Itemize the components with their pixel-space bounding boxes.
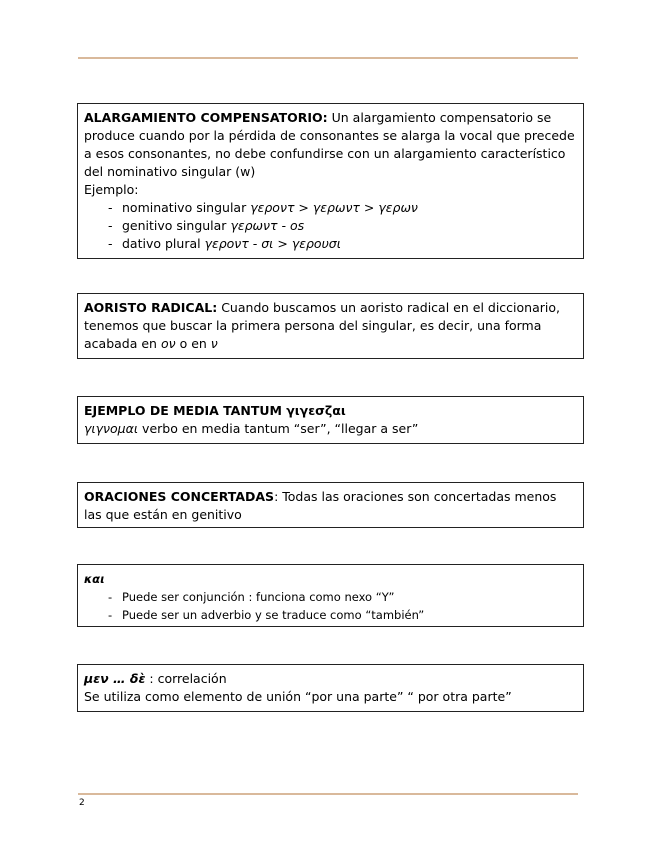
media-tantum-title-line (84, 402, 578, 420)
item-greek: γερωντ - os (230, 218, 305, 233)
footer-rule (78, 793, 578, 795)
list-item: - Puede ser un adverbio y se traduce como “también” (108, 606, 578, 624)
item-label: dativo plural (122, 236, 205, 251)
men-de-text: Se utiliza como elemento de unión “por una parte” “ por otra parte” (84, 689, 512, 704)
ejemplo-label: Ejemplo: (84, 182, 139, 197)
item-greek: γεροντ - σι > γερουσι (204, 236, 341, 251)
aoristo-paragraph (84, 299, 578, 353)
men-de-title-rest: : correlación (145, 671, 227, 686)
men-de-title-line (84, 670, 578, 688)
oraciones-title: ORACIONES CONCERTADAS (84, 489, 275, 504)
list-item (108, 217, 578, 235)
header-rule (78, 57, 578, 59)
aoristo-greek-ending-2: ν (210, 336, 218, 351)
aoristo-title: AORISTO RADICAL: (84, 300, 218, 315)
aoristo-box (77, 293, 584, 359)
list-item (108, 199, 578, 217)
kai-box (77, 564, 584, 627)
media-tantum-title: EJEMPLO DE MEDIA TANTUM (84, 403, 287, 418)
alargamiento-box (77, 103, 584, 259)
list-item (108, 235, 578, 253)
alargamiento-list (84, 199, 578, 253)
oraciones-box (77, 482, 584, 528)
media-tantum-greek: γιγνομαι (84, 421, 139, 436)
item-label: nominativo singular (122, 200, 251, 215)
aoristo-greek-ending-1: ον (160, 336, 176, 351)
alargamiento-paragraph (84, 109, 578, 181)
men-de-title: μεν … δὲ (84, 671, 146, 686)
alargamiento-title: ALARGAMIENTO COMPENSATORIO: (84, 110, 328, 125)
list-item: - Puede ser conjunción : funciona como nexo “Y” (108, 588, 578, 606)
media-tantum-title-greek: γιγεσζαι (286, 403, 346, 418)
item-greek: γεροντ > γερωντ > γερων (250, 200, 418, 215)
oraciones-paragraph (84, 488, 578, 524)
men-de-box (77, 664, 584, 712)
oraciones-text: : Todas las oraciones son concertadas menos las que están en genitivo (84, 489, 557, 522)
alargamiento-text: Un alargamiento compensatorio se produce cuando por la pérdida de consonantes se alarga la vocal que precede a esos consonantes, no debe confundirse con un alargamiento característico del nominativo singular (w) (84, 110, 575, 179)
media-tantum-box (77, 396, 584, 444)
aoristo-text: Cuando buscamos un aoristo radical en el diccionario, tenemos que buscar la primera persona del singular, es decir, una forma acabada en (84, 300, 560, 351)
media-tantum-text: verbo en media tantum “ser”, “llegar a ser” (138, 421, 419, 436)
page-number: 2 (79, 798, 85, 808)
item-label: genitivo singular (122, 218, 231, 233)
aoristo-text-middle: o en (175, 336, 211, 351)
kai-list (84, 588, 578, 624)
kai-title: και (84, 572, 105, 586)
media-tantum-line (84, 420, 578, 438)
